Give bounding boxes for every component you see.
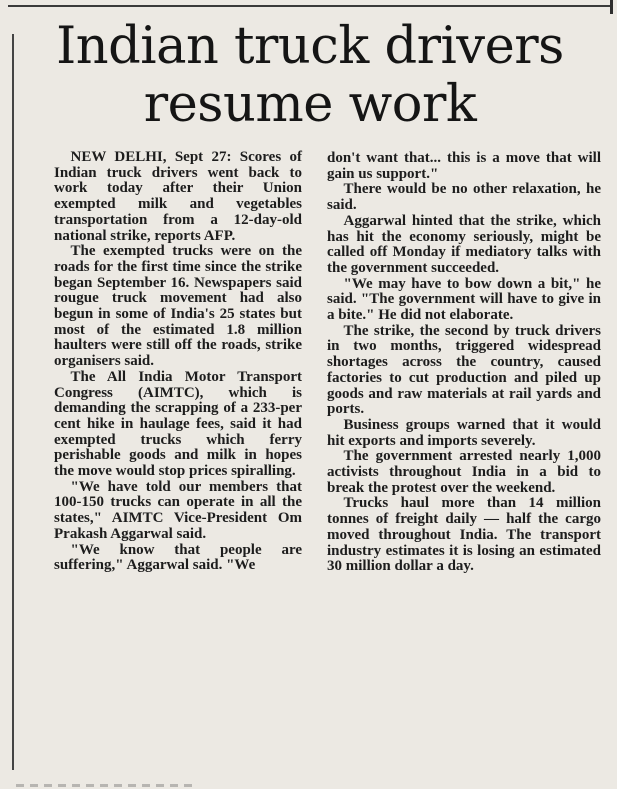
- top-border-rule: [8, 5, 612, 7]
- paragraph: Aggarwal hinted that the strike, which has hit the economy seriously, might be called off Monday if mediatory talks with the government succeeded.: [327, 212, 601, 276]
- paragraph: "We may have to bow down a bit," he said. "The government will have to give in a bite." He did not elaborate.: [327, 275, 601, 324]
- article-right-column: [327, 151, 601, 575]
- bottom-edge-marks: [16, 784, 196, 787]
- paragraph: The strike, the second by truck drivers in two months, triggered widespread shortages across the country, caused factories to cut production and piled up goods and raw materials at rail yards and ports.: [327, 322, 601, 418]
- left-column-rule: [12, 34, 14, 770]
- paragraph-dateline: NEW DELHI, Sept 27: Scores of Indian truck drivers went back to work today after their Union exempted milk and vegetables transportation from a 12-day-old national strike, reports AFP.: [54, 149, 302, 244]
- right-edge-mark: [610, 0, 613, 14]
- paragraph: The government arrested nearly 1,000 activists throughout India in a bid to break the protest over the weekend.: [327, 448, 601, 496]
- paragraph: "We know that people are suffering," Aggarwal said. "We: [54, 541, 302, 574]
- headline-line-2: resume work: [143, 75, 477, 134]
- headline-line-1: Indian truck drivers: [56, 17, 564, 76]
- paragraph: Trucks haul more than 14 million tonnes of freight daily — half the cargo moved throughout India. The transport industry estimates it is losing an estimated 30 million dollar a day.: [327, 495, 601, 575]
- paragraph: The exempted trucks were on the roads for the first time since the strike began September 16. Newspapers said rougue truck movement had also begun in some of India's 25 states but most of the estimated 1.8 million haulters were still off the roads, strike organisers said.: [54, 243, 302, 370]
- paragraph: "We have told our members that 100-150 trucks can operate in all the states," AIMTC Vice-President Om Prakash Aggarwal said.: [54, 478, 302, 542]
- paragraph: There would be no other relaxation, he said.: [327, 181, 601, 214]
- article-left-column: [54, 150, 302, 574]
- paragraph-continued: don't want that... this is a move that will gain us support.": [327, 150, 601, 182]
- paragraph: Business groups warned that it would hit exports and imports severely.: [327, 416, 601, 449]
- headline: [20, 18, 600, 134]
- paragraph: The All India Motor Transport Congress (AIMTC), which is demanding the scrapping of a 233-per cent hike in haulage fees, said it had exempted trucks which ferry perishable goods and milk in hopes the move would stop prices spiralling.: [54, 368, 302, 480]
